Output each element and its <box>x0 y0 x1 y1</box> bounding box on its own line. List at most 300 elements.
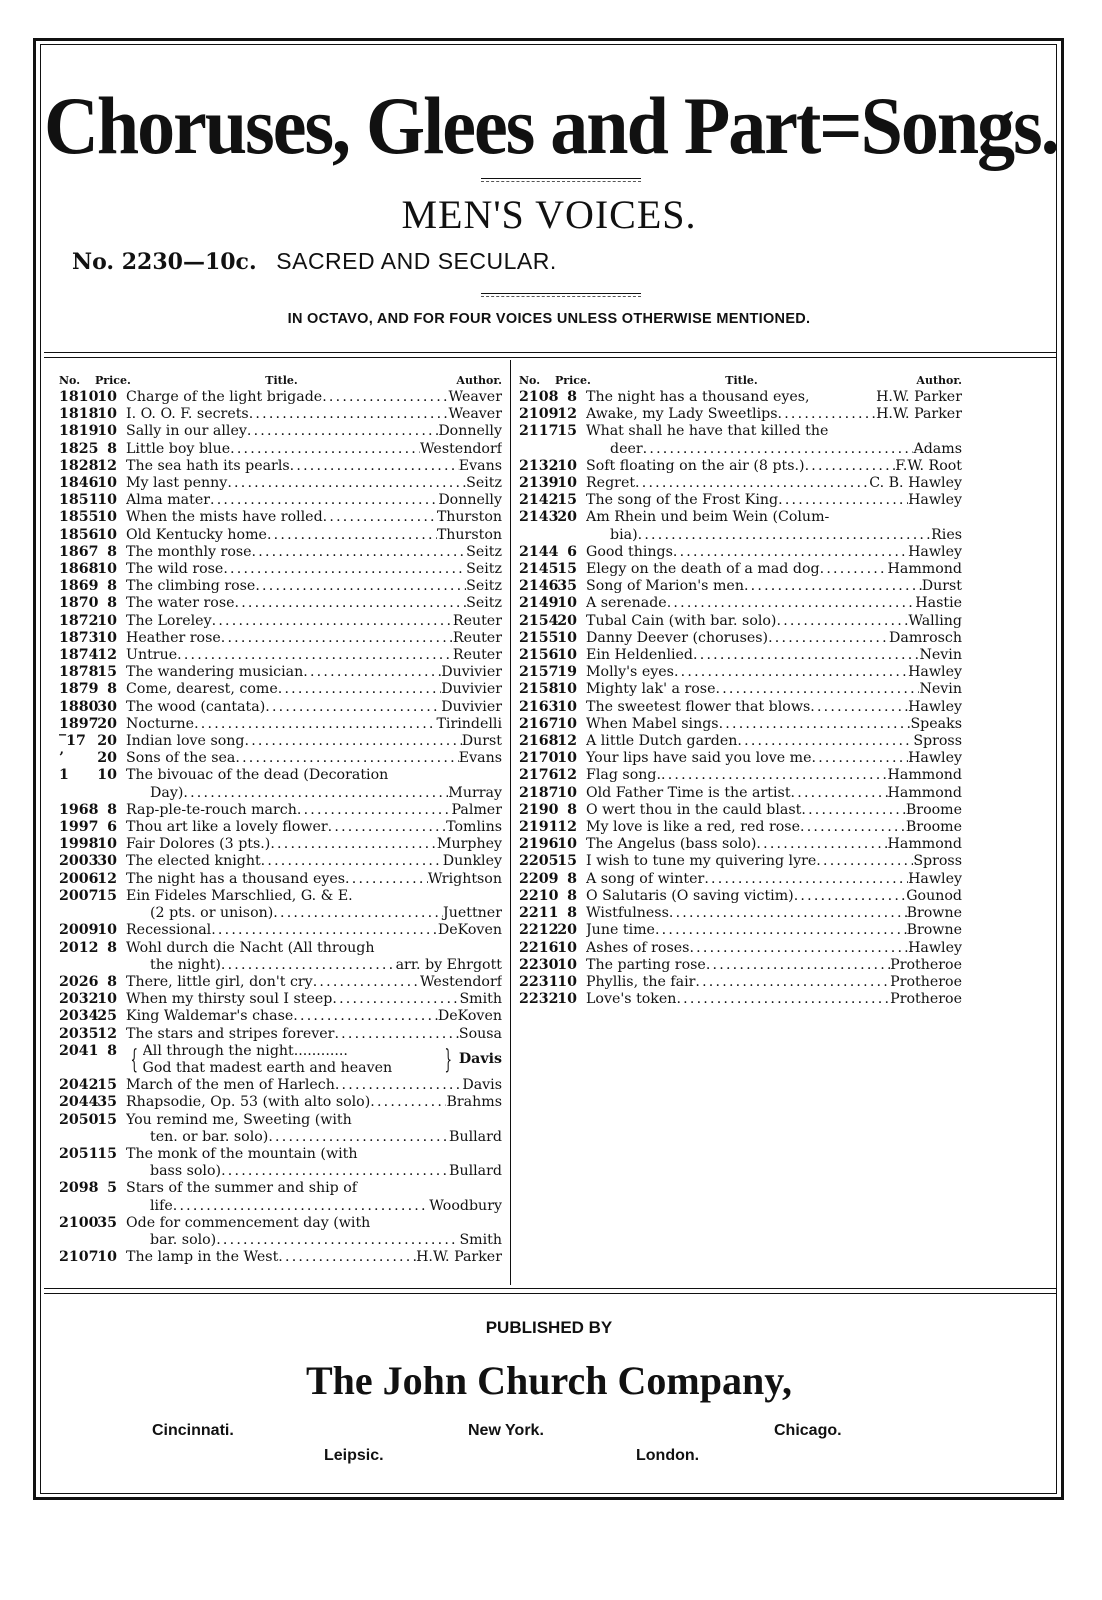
entry-title: Nocturne <box>126 715 195 732</box>
catalog-entry <box>59 699 502 716</box>
catalog-entry <box>519 423 962 457</box>
entry-body <box>126 475 502 492</box>
catalog-entry <box>59 1008 502 1025</box>
entry-body <box>126 699 502 716</box>
entry-price: 8 <box>567 887 577 904</box>
entry-price: 15 <box>557 561 577 578</box>
entry-line <box>586 905 962 922</box>
entry-title: Fair Dolores (3 pts.) <box>126 836 271 853</box>
entry-price: 10 <box>97 612 117 629</box>
city-leipsic: Leipsic. <box>324 1447 384 1464</box>
entry-author: Durst <box>921 578 962 595</box>
leader-dots <box>674 664 908 681</box>
leader-dots <box>345 871 428 888</box>
leader-dots <box>177 647 453 664</box>
entry-author: Seitz <box>466 578 502 595</box>
entry-body <box>126 802 502 819</box>
entry-body <box>126 1146 502 1180</box>
entry-line <box>126 544 502 561</box>
entry-price: 10 <box>557 784 577 801</box>
entry-title: Old Father Time is the artist <box>586 784 791 801</box>
entry-title: The stars and stripes forever <box>126 1025 335 1042</box>
entry-author: Ries <box>931 526 962 543</box>
entry-line <box>126 853 502 870</box>
entry-title: When my thirsty soul I steep <box>126 991 333 1008</box>
catalog-entry <box>59 716 502 733</box>
entry-author: Walling <box>908 612 962 629</box>
entry-body <box>586 630 962 647</box>
catalog-entry <box>59 1180 502 1214</box>
catalog-entry <box>519 733 962 750</box>
leader-dots <box>270 836 437 853</box>
entry-number: 2139 <box>519 475 559 492</box>
entry-body <box>126 888 502 922</box>
entry-line <box>586 458 962 475</box>
entry-price: 10 <box>97 389 117 405</box>
entry-number: 2155 <box>519 629 559 646</box>
entry-author: Bullard <box>449 1128 502 1145</box>
entry-price: 8 <box>107 801 117 818</box>
entry-line <box>586 544 962 561</box>
entry-number: 1851 <box>59 492 99 509</box>
catalog-entry <box>59 595 502 612</box>
entry-author: Hammond <box>887 836 962 853</box>
entry-line <box>586 957 962 974</box>
entry-title: The sweetest flower that blows <box>586 698 811 715</box>
entry-line <box>126 681 502 698</box>
entry-author: Evans <box>458 750 502 767</box>
entry-line <box>126 716 502 733</box>
entry-line <box>586 802 962 819</box>
entry-number: 2007 <box>59 887 99 904</box>
catalog-entry <box>519 836 962 853</box>
entry-title: Song of Marion's men <box>586 578 744 595</box>
entry-title: My love is like a red, red rose <box>586 819 800 836</box>
entry-line <box>126 733 502 750</box>
catalog-entry <box>59 630 502 647</box>
leader-dots <box>221 1163 449 1180</box>
leader-dots <box>261 853 443 870</box>
entry-line <box>126 1249 502 1266</box>
entry-body <box>586 475 962 492</box>
catalog-entry <box>59 750 502 767</box>
leader-dots <box>655 922 907 939</box>
entry-line <box>586 441 962 458</box>
entry-price: 10 <box>557 956 577 973</box>
catalog-entry <box>59 1077 502 1094</box>
catalog-entry <box>59 1094 502 1111</box>
entry-author: Westendorf <box>420 440 502 457</box>
entry-line <box>586 578 962 595</box>
city-london: London. <box>636 1447 700 1464</box>
entry-number: 2176 <box>519 767 559 784</box>
entry-author: Protheroe <box>890 973 962 990</box>
column-header-price: Price. <box>555 373 591 387</box>
entry-author: Brahms <box>446 1094 502 1111</box>
entry-price: 10 <box>557 595 577 612</box>
entry-title: Little boy blue <box>126 440 231 457</box>
entry-author: Browne <box>906 922 962 939</box>
entry-line <box>586 681 962 698</box>
entry-line <box>126 1232 502 1249</box>
entry-line <box>126 871 502 888</box>
entry-number: 1825 <box>59 440 99 457</box>
entry-line <box>126 1094 502 1111</box>
section-subtitle: MEN'S VOICES. <box>401 192 697 237</box>
entry-body <box>586 681 962 698</box>
leader-dots <box>801 802 905 819</box>
catalog-entry <box>519 750 962 767</box>
entry-price: 8 <box>567 389 577 405</box>
leader-dots <box>816 853 913 870</box>
leader-dots <box>303 664 441 681</box>
entry-body <box>586 905 962 922</box>
entry-title: Wohl durch die Nacht (All through <box>126 939 375 956</box>
entry-title: Alma mater <box>126 492 210 509</box>
entry-title: Charge of the light brigade <box>126 389 323 405</box>
catalog-entry <box>519 974 962 991</box>
entry-line <box>126 1112 502 1129</box>
entry-number: 2032 <box>59 991 99 1008</box>
leader-dots <box>370 1094 446 1111</box>
entry-number: 2012 <box>59 939 99 956</box>
entry-author: Nevin <box>919 681 962 698</box>
entry-author: Evans <box>458 457 502 474</box>
entry-line <box>586 974 962 991</box>
entry-line <box>586 940 962 957</box>
entry-body <box>586 733 962 750</box>
entry-line <box>126 1146 502 1163</box>
entry-author: Donnelly <box>438 423 502 440</box>
entry-number: 2107 <box>59 1249 99 1266</box>
catalog-entry <box>59 991 502 1008</box>
leader-dots <box>268 1129 449 1146</box>
leader-dots <box>776 613 908 630</box>
entry-title: The Angelus (bass solo) <box>586 836 757 853</box>
entry-title: Good things <box>586 543 673 560</box>
entry-body <box>586 509 962 543</box>
column-header-price: Price. <box>95 373 131 387</box>
entry-number: 1855 <box>59 509 99 526</box>
entry-author: Hammond <box>887 784 962 801</box>
catalog-entry <box>519 630 962 647</box>
entry-author: Reuter <box>452 629 502 646</box>
entry-title: The bivouac of the dead (Decoration <box>126 767 389 784</box>
entry-line <box>586 527 962 544</box>
entry-author: Seitz <box>466 543 502 560</box>
leader-dots <box>212 613 453 630</box>
right-brace-icon: } <box>444 1044 453 1075</box>
entry-body <box>126 664 502 681</box>
entry-body <box>586 991 962 1008</box>
entry-title: The Loreley <box>126 612 212 629</box>
entry-author: Thurston <box>436 526 502 543</box>
entry-author: Hammond <box>887 561 962 578</box>
leader-dots <box>227 475 466 492</box>
entry-line <box>126 475 502 492</box>
entry-author: Spross <box>913 853 962 870</box>
entry-paired-titles <box>126 1043 502 1077</box>
entry-price: 10 <box>97 836 117 853</box>
catalog-entry <box>519 492 962 509</box>
entry-price: 10 <box>97 423 117 440</box>
entry-line <box>126 1198 502 1215</box>
entry-line <box>126 991 502 1008</box>
catalog-entry <box>59 974 502 991</box>
entry-number: 2145 <box>519 561 559 578</box>
entry-title: The parting rose <box>586 956 706 973</box>
entry-price: 19 <box>557 664 577 681</box>
entry-number: 1828 <box>59 457 99 474</box>
entry-number: 1869 <box>59 578 99 595</box>
entry-body <box>126 1180 502 1214</box>
entry-author: Hawley <box>908 492 962 509</box>
entry-title: The lamp in the West <box>126 1249 279 1266</box>
entry-line <box>126 492 502 509</box>
entry-body <box>126 406 502 423</box>
entry-title: Untrue <box>126 647 178 664</box>
entry-author: H.W. Parker <box>876 389 962 405</box>
catalog-entry <box>519 922 962 939</box>
entry-body <box>586 561 962 578</box>
entry-title: What shall he have that killed the <box>586 423 829 440</box>
entry-body <box>126 1043 502 1077</box>
entry-author: Murphey <box>436 836 502 853</box>
entry-number: 2191 <box>519 819 559 836</box>
entry-body <box>126 595 502 612</box>
city-chicago: Chicago. <box>774 1422 842 1439</box>
leader-dots <box>805 458 896 475</box>
entry-author: arr. by Ehrgott <box>395 956 502 973</box>
entry-price: 12 <box>97 647 117 664</box>
entry-price: 10 <box>557 750 577 767</box>
city-cincinnati: Cincinnati. <box>152 1422 234 1439</box>
entry-body <box>586 836 962 853</box>
entry-number: 2157 <box>519 664 559 681</box>
entry-price: 8 <box>567 870 577 887</box>
entry-number: 1879 <box>59 681 99 698</box>
entry-title: A little Dutch garden <box>586 733 738 750</box>
entry-title: Regret <box>586 475 636 492</box>
entry-line <box>126 957 502 974</box>
entry-price: 35 <box>97 1094 117 1111</box>
entry-author: Duvivier <box>441 698 502 715</box>
entry-line <box>586 406 962 423</box>
entry-line <box>586 750 962 767</box>
entry-body <box>126 1026 502 1043</box>
catalog-entry <box>519 595 962 612</box>
entry-number: 1867 <box>59 543 99 560</box>
entry-price: 10 <box>97 406 117 423</box>
entry-title: King Waldemar's chase <box>126 1008 294 1025</box>
entry-author: Woodbury <box>429 1197 502 1214</box>
catalog-entry <box>519 957 962 974</box>
entry-line <box>126 406 502 423</box>
entry-price: 8 <box>107 440 117 457</box>
column-header <box>519 372 962 389</box>
entry-number: 2230 <box>519 956 559 973</box>
column-header-author: Author. <box>916 373 962 387</box>
entry-title: Elegy on the death of a mad dog <box>586 561 820 578</box>
entry-author: Reuter <box>452 612 502 629</box>
entry-price: 8 <box>567 801 577 818</box>
entry-author: Hawley <box>908 870 962 887</box>
entry-body <box>126 561 502 578</box>
entry-price: 12 <box>97 870 117 887</box>
catalog-entry <box>59 441 502 458</box>
entry-number: 2100 <box>59 1214 99 1231</box>
entry-number: 2108 <box>519 389 559 405</box>
entry-line <box>586 389 962 406</box>
entry-price: 20 <box>557 922 577 939</box>
entry-line <box>126 458 502 475</box>
entry-number: 1968 <box>59 801 99 818</box>
leader-dots <box>235 750 458 767</box>
leader-dots <box>290 458 459 475</box>
leader-dots <box>265 699 441 716</box>
leader-dots <box>643 441 914 458</box>
entry-body <box>126 836 502 853</box>
catalog-entry <box>59 733 502 750</box>
entry-title: Indian love song <box>126 733 245 750</box>
entry-author: Nevin <box>919 647 962 664</box>
entry-title: The elected knight <box>126 853 261 870</box>
catalog-entry <box>59 922 502 939</box>
entry-price: 15 <box>557 853 577 870</box>
entry-price: 10 <box>557 457 577 474</box>
entry-body <box>126 819 502 836</box>
catalog-entry <box>59 767 502 801</box>
entry-body <box>586 957 962 974</box>
entry-body <box>126 527 502 544</box>
catalog-entry <box>59 527 502 544</box>
entry-title: March of the men of Harlech <box>126 1077 335 1094</box>
entry-title: The song of the Frost King <box>586 492 779 509</box>
entry-body <box>126 767 502 801</box>
entry-body <box>126 871 502 888</box>
entry-body <box>586 389 962 406</box>
entry-body <box>126 389 502 406</box>
leader-dots <box>635 475 869 492</box>
leader-dots <box>297 802 452 819</box>
entry-line <box>126 836 502 853</box>
entry-body <box>586 940 962 957</box>
entry-title: Come, dearest, come <box>126 681 278 698</box>
entry-title: A song of winter <box>586 870 705 887</box>
entry-author: Seitz <box>466 475 502 492</box>
entry-title: ten. or bar. solo) <box>150 1128 269 1145</box>
catalog-entry <box>59 647 502 664</box>
divider-rule <box>44 357 1056 358</box>
entry-line <box>586 647 962 664</box>
entry-price: 10 <box>557 939 577 956</box>
entry-price: 10 <box>97 767 117 784</box>
entry-title: (2 pts. or unison) <box>150 905 274 922</box>
entry-line <box>126 595 502 612</box>
entry-line <box>126 1077 502 1094</box>
entry-body <box>586 974 962 991</box>
catalog-entry <box>59 509 502 526</box>
entry-author: Juettner <box>443 905 502 922</box>
paired-title-line <box>143 1060 441 1077</box>
leader-dots <box>706 957 890 974</box>
entry-line <box>586 819 962 836</box>
entry-price: 10 <box>557 836 577 853</box>
entry-number: 2196 <box>519 836 559 853</box>
entry-title: Ein Fideles Marschlied, G. & E. <box>126 887 353 904</box>
entry-title: Phyllis, the fair <box>586 973 696 990</box>
entry-line <box>126 699 502 716</box>
entry-number: 2006 <box>59 870 99 887</box>
entry-number: 1846 <box>59 475 99 492</box>
entry-price: 30 <box>97 698 117 715</box>
entry-line <box>126 785 502 802</box>
entry-line <box>586 561 962 578</box>
entry-price: 15 <box>97 1077 117 1094</box>
entry-line <box>126 1129 502 1146</box>
entry-title: Am Rhein und beim Wein (Colum- <box>586 509 830 526</box>
entry-body <box>126 974 502 991</box>
leader-dots <box>230 441 420 458</box>
entry-title: All through the night............ <box>142 1042 348 1059</box>
entry-number: 1856 <box>59 526 99 543</box>
entry-title: The monk of the mountain (with <box>126 1145 358 1162</box>
leader-dots <box>216 1232 459 1249</box>
entry-author: Hawley <box>908 543 962 560</box>
entry-author: Broome <box>905 819 962 836</box>
entry-body <box>126 492 502 509</box>
leader-dots <box>211 922 438 939</box>
entry-price: 8 <box>107 973 117 990</box>
entry-price: 8 <box>567 905 577 922</box>
entry-title: Mighty lak' a rose <box>586 681 716 698</box>
entry-number: 1819 <box>59 423 99 440</box>
entry-title: I wish to tune my quivering lyre <box>586 853 817 870</box>
entry-price: 10 <box>97 509 117 526</box>
entry-body <box>586 785 962 802</box>
leader-dots <box>273 905 443 922</box>
entry-line <box>586 991 962 1008</box>
leader-dots <box>689 940 908 957</box>
entry-price: 8 <box>107 939 117 956</box>
catalog-entry <box>519 871 962 888</box>
entry-body <box>586 664 962 681</box>
leader-dots <box>768 630 889 647</box>
entry-body <box>126 1077 502 1094</box>
entry-number: 2154 <box>519 612 559 629</box>
entry-number: 2146 <box>519 578 559 595</box>
entry-line <box>586 492 962 509</box>
entry-number: 1873 <box>59 629 99 646</box>
entry-title: bia) <box>610 526 638 543</box>
entry-price: 5 <box>107 1180 117 1197</box>
entry-price: 6 <box>107 819 117 836</box>
entry-number: 2167 <box>519 715 559 732</box>
entry-body <box>126 630 502 647</box>
entry-number: 2163 <box>519 698 559 715</box>
entry-number: 2168 <box>519 733 559 750</box>
entry-title: My last penny <box>126 475 228 492</box>
entry-price: 8 <box>107 578 117 595</box>
entry-number: 2132 <box>519 457 559 474</box>
entry-author: Hawley <box>908 750 962 767</box>
entry-author: Davis <box>458 1051 502 1068</box>
entry-body <box>126 647 502 664</box>
entry-line <box>126 767 502 784</box>
entry-author: H.W. Parker <box>876 406 962 423</box>
catalog-entry <box>59 664 502 681</box>
leader-dots <box>293 1008 438 1025</box>
